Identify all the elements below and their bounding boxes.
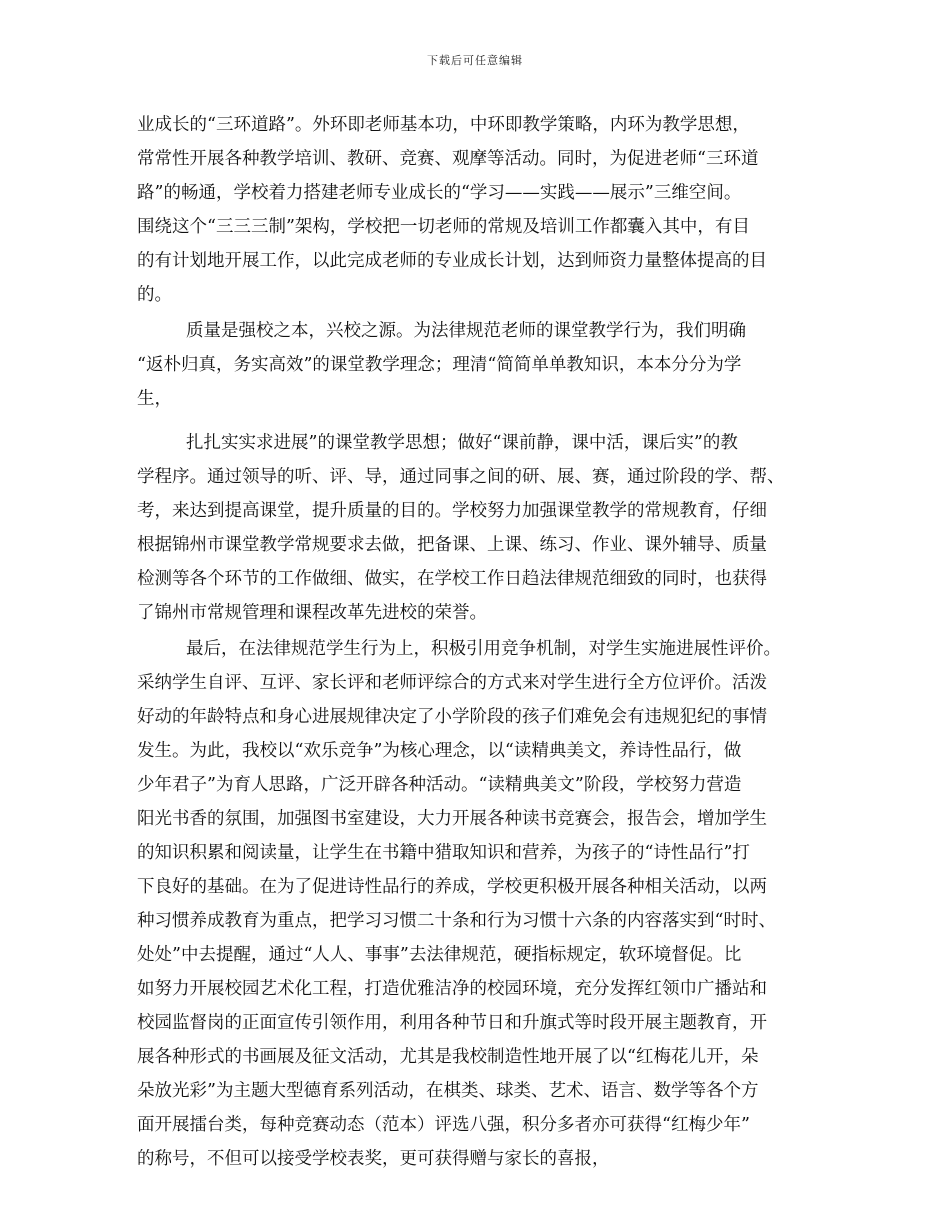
text-line: 少年君子”为育人思路，广泛开辟各种活动。“读精典美文”阶段，学校努力营造 (137, 775, 742, 795)
text-line: 朵放光彩”为主题大型德育系列活动，在棋类、球类、艺术、语言、数学等各个方 (137, 1081, 759, 1101)
text-line: 考，来达到提高课堂，提升质量的目的。学校努力加强课堂教学的常规教育，仔细 (137, 501, 767, 521)
text-line: 围绕这个“三三三制”架构，学校把一切老师的常规及培训工作都囊入其中，有目 (137, 217, 750, 237)
text-line: 常常性开展各种教学培训、教研、竞赛、观摩等活动。同时，为促进老师“三环道 (137, 149, 759, 169)
text-line: 根据锦州市课堂教学常规要求去做，把备课、上课、练习、作业、课外辅导、质量 (137, 535, 767, 555)
text-line: 质量是强校之本，兴校之源。为法律规范老师的课堂教学行为，我们明确 (186, 321, 746, 341)
text-line: 面开展擂台类，每种竞赛动态（范本）评选八强，积分多者亦可获得“红梅少年” (137, 1115, 750, 1135)
text-line: 路”的畅通，学校着力搭建老师专业成长的“学习——实践——展示”三维空间。 (137, 183, 742, 203)
text-line: 种习惯养成教育为重点，把学习习惯二十条和行为习惯十六条的内容落实到“时时、 (137, 911, 776, 931)
text-line: 采纳学生自评、互评、家长评和老师评综合的方式来对学生进行全方位评价。活泼 (137, 673, 767, 693)
text-line: 发生。为此，我校以“欢乐竞争”为核心理念，以“读精典美文，养诗性品行，做 (137, 741, 742, 761)
text-line: 生， (137, 389, 172, 409)
text-line: 如努力开展校园艺术化工程，打造优雅洁净的校园环境，充分发挥红领巾广播站和 (137, 979, 767, 999)
text-line: 校园监督岗的正面宣传引领作用，利用各种节日和升旗式等时段开展主题教育，开 (137, 1013, 767, 1033)
text-line: 的知识积累和阅读量，让学生在书籍中猎取知识和营养，为孩子的“诗性品行”打 (137, 843, 750, 863)
text-line: 检测等各个环节的工作做细、做实，在学校工作日趋法律规范细致的同时，也获得 (137, 569, 767, 589)
text-line: 最后，在法律规范学生行为上，积极引用竞争机制，对学生实施进展性评价。 (186, 639, 781, 659)
text-line: 学程序。通过领导的听、评、导，通过同事之间的研、展、赛，通过阶段的学、帮、 (137, 467, 785, 487)
page-header: 下载后可任意编辑 (427, 54, 523, 67)
text-line: 的有计划地开展工作，以此完成老师的专业成长计划，达到师资力量整体提高的目 (137, 251, 767, 271)
text-line: 了锦州市常规管理和课程改革先进校的荣誉。 (137, 603, 487, 623)
text-line: 好动的年龄特点和身心进展规律决定了小学阶段的孩子们难免会有违规犯纪的事情 (137, 707, 767, 727)
text-line: 下良好的基础。在为了促进诗性品行的养成，学校更积极开展各种相关活动，以两 (137, 877, 767, 897)
text-line: “返朴归真，务实高效”的课堂教学理念；理清“简简单单教知识，本本分分为学 (137, 355, 742, 375)
text-line: 展各种形式的书画展及征文活动，尤其是我校制造性地开展了以“红梅花儿开，朵 (137, 1047, 759, 1067)
text-line: 扎扎实实求进展”的课堂教学思想；做好“课前静，课中活，课后实”的教 (186, 433, 738, 453)
text-line: 处处”中去提醒，通过“人人、事事”去法律规范，硬指标规定，软环境督促。比 (137, 945, 742, 965)
text-line: 业成长的“三环道路”。外环即老师基本功，中环即教学策略，内环为教学思想， (137, 115, 750, 135)
text-line: 的称号，不但可以接受学校表奖，更可获得赠与家长的喜报， (137, 1149, 610, 1169)
text-line: 的。 (137, 285, 172, 305)
text-line: 阳光书香的氛围，加强图书室建设，大力开展各种读书竞赛会，报告会，增加学生 (137, 809, 767, 829)
